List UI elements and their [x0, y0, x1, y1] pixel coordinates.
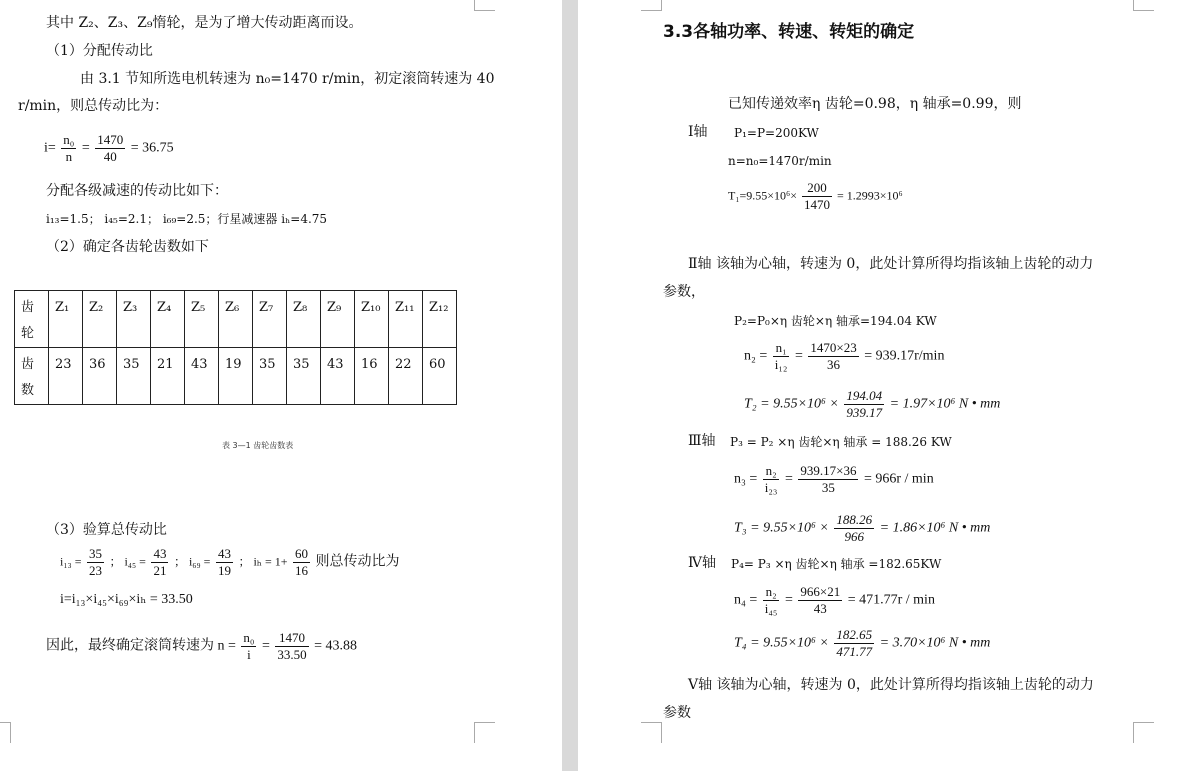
- paragraph: 分配各级减速的传动比如下：: [46, 183, 228, 199]
- section-heading: （1）分配传动比: [46, 43, 153, 59]
- table-cell: Z₁₁: [389, 291, 423, 348]
- power-value: P₁=P=200KW: [734, 126, 819, 140]
- paragraph: Ⅴ轴 该轴为心轴，转速为 0，此处计算所得均指该轴上齿轮的动力: [688, 677, 1094, 693]
- table-row: [15, 291, 457, 348]
- speed-equation: n₄ = $\frac{\text{n₂}}{\text{i₄₅}}$ = $\frac{966\times 21}{43}$ = 471.77r / min: [734, 584, 935, 616]
- paragraph: 参数，: [663, 284, 705, 300]
- page-corner-mark: [1133, 0, 1154, 11]
- page-gap: [562, 0, 578, 771]
- torque-equation: T₁=9.55×10⁶× $\frac{200}{1470}$ = 1.2993×10⁶: [728, 180, 903, 212]
- torque-equation: T₄ = 9.55×10⁶ × $\frac{182.65}{471.77}$ = 3.70×10⁶ N • mm: [734, 627, 991, 659]
- section-heading: （3）验算总传动比: [46, 522, 167, 538]
- table-cell: 35: [253, 348, 287, 405]
- intro-text: 其中 Z₂、Z₃、Z₉惰轮，是为了增大传动距离而设。: [46, 15, 363, 31]
- table-caption: 表 3—1 齿轮齿数表: [222, 441, 294, 450]
- table-cell: Z₇: [253, 291, 287, 348]
- page-corner-mark: [474, 0, 495, 11]
- paragraph: 由 3.1 节知所选电机转速为 n₀=1470 r/min，初定滚筒转速为 40: [80, 71, 495, 87]
- power-value: P₄= P₃ ×η 齿轮×η 轴承 =182.65KW: [731, 557, 942, 571]
- table-cell: Z₄: [151, 291, 185, 348]
- eq-lhs: i=: [44, 140, 56, 156]
- equation-verify-ratios: i₁₃ = $\frac{35}{23}$ ； i₄₅ = $\frac{43}{21}$ ； i₆₉ = $\frac{43}{19}$ ； iₕ = 1+ $\frac{60}{16}$ 则总传动比为: [60, 546, 400, 578]
- paragraph: Ⅱ轴 该轴为心轴，转速为 0，此处计算所得均指该轴上齿轮的动力: [688, 256, 1094, 272]
- torque-equation: T₂ = 9.55×10⁶ × $\frac{194.04}{939.17}$ = 1.97×10⁶ N • mm: [744, 388, 1001, 420]
- table-cell: Z₆: [219, 291, 253, 348]
- page-corner-mark: [1133, 722, 1154, 743]
- page-corner-mark: [641, 722, 662, 743]
- speed-value: n=n₀=1470r/min: [728, 154, 832, 168]
- table-cell: 60: [423, 348, 457, 405]
- table-cell: 35: [287, 348, 321, 405]
- table-cell: 齿 数: [15, 348, 49, 405]
- axis-label: Ⅳ轴: [688, 555, 716, 571]
- table-cell: Z₂: [83, 291, 117, 348]
- table-cell: 19: [219, 348, 253, 405]
- equation-total-product: i=i₁₃×i₄₅×i₆₉×iₕ = 33.50: [60, 592, 193, 607]
- table-cell: 21: [151, 348, 185, 405]
- paragraph: r/min，则总传动比为：: [18, 98, 169, 114]
- section-title: 3.3各轴功率、转速、转矩的确定: [663, 22, 915, 42]
- page-corner-mark: [0, 722, 11, 743]
- table-cell: 43: [185, 348, 219, 405]
- document-page-right: [578, 0, 1191, 771]
- gear-teeth-table: [14, 290, 457, 405]
- table-cell: Z₁₀: [355, 291, 389, 348]
- fraction: $\frac{\text{n₀}}{n}$: [63, 132, 75, 164]
- axis-label: Ⅲ轴: [688, 433, 716, 449]
- equation-total-ratio: i= $\frac{\text{n₀}}{n}$ = $\frac{1470}{40}$ = 36.75: [44, 132, 174, 164]
- page-corner-mark: [474, 722, 495, 743]
- table-cell: Z₁₂: [423, 291, 457, 348]
- table-cell: Z₈: [287, 291, 321, 348]
- document-page-left: [0, 0, 562, 771]
- fraction: $\frac{1470}{40}$: [97, 132, 124, 164]
- table-row: [15, 348, 457, 405]
- torque-equation: T₃ = 9.55×10⁶ × $\frac{188.26}{966}$ = 1.86×10⁶ N • mm: [734, 512, 991, 544]
- page-corner-mark: [641, 0, 662, 11]
- equation-final-speed: 因此，最终确定滚筒转速为 n = $\frac{\text{n₀}}{i}$ = $\frac{1470}{33.50}$ = 43.88: [46, 630, 358, 662]
- table-cell: 齿 轮: [15, 291, 49, 348]
- eq-result: = 36.75: [130, 140, 174, 156]
- power-value: P₃ = P₂ ×η 齿轮×η 轴承 = 188.26 KW: [730, 435, 952, 449]
- power-value: P₂=P₀×η 齿轮×η 轴承=194.04 KW: [734, 314, 937, 328]
- table-cell: 43: [321, 348, 355, 405]
- axis-label: Ⅰ轴: [688, 124, 708, 140]
- paragraph: 参数: [663, 705, 691, 721]
- table-cell: Z₅: [185, 291, 219, 348]
- speed-equation: n₂ = $\frac{\text{n₁}}{\text{i₁₂}}$ = $\frac{1470\times 23}{36}$ = 939.17r/min: [744, 340, 945, 372]
- speed-equation: n₃ = $\frac{\text{n₂}}{\text{i₂₃}}$ = $\frac{939.17\times 36}{35}$ = 966r / min: [734, 463, 934, 495]
- table-cell: Z₉: [321, 291, 355, 348]
- paragraph: 已知传递效率η 齿轮=0.98，η 轴承=0.99，则: [728, 96, 1022, 112]
- ratio-values: i₁₃=1.5； i₄₅=2.1； i₆₉=2.5；行星减速器 iₕ=4.75: [46, 212, 328, 226]
- table-cell: 35: [117, 348, 151, 405]
- table-cell: 16: [355, 348, 389, 405]
- section-heading: （2）确定各齿轮齿数如下: [46, 239, 209, 255]
- table-cell: 23: [49, 348, 83, 405]
- table-cell: Z₁: [49, 291, 83, 348]
- table-cell: 22: [389, 348, 423, 405]
- table-cell: Z₃: [117, 291, 151, 348]
- table-cell: 36: [83, 348, 117, 405]
